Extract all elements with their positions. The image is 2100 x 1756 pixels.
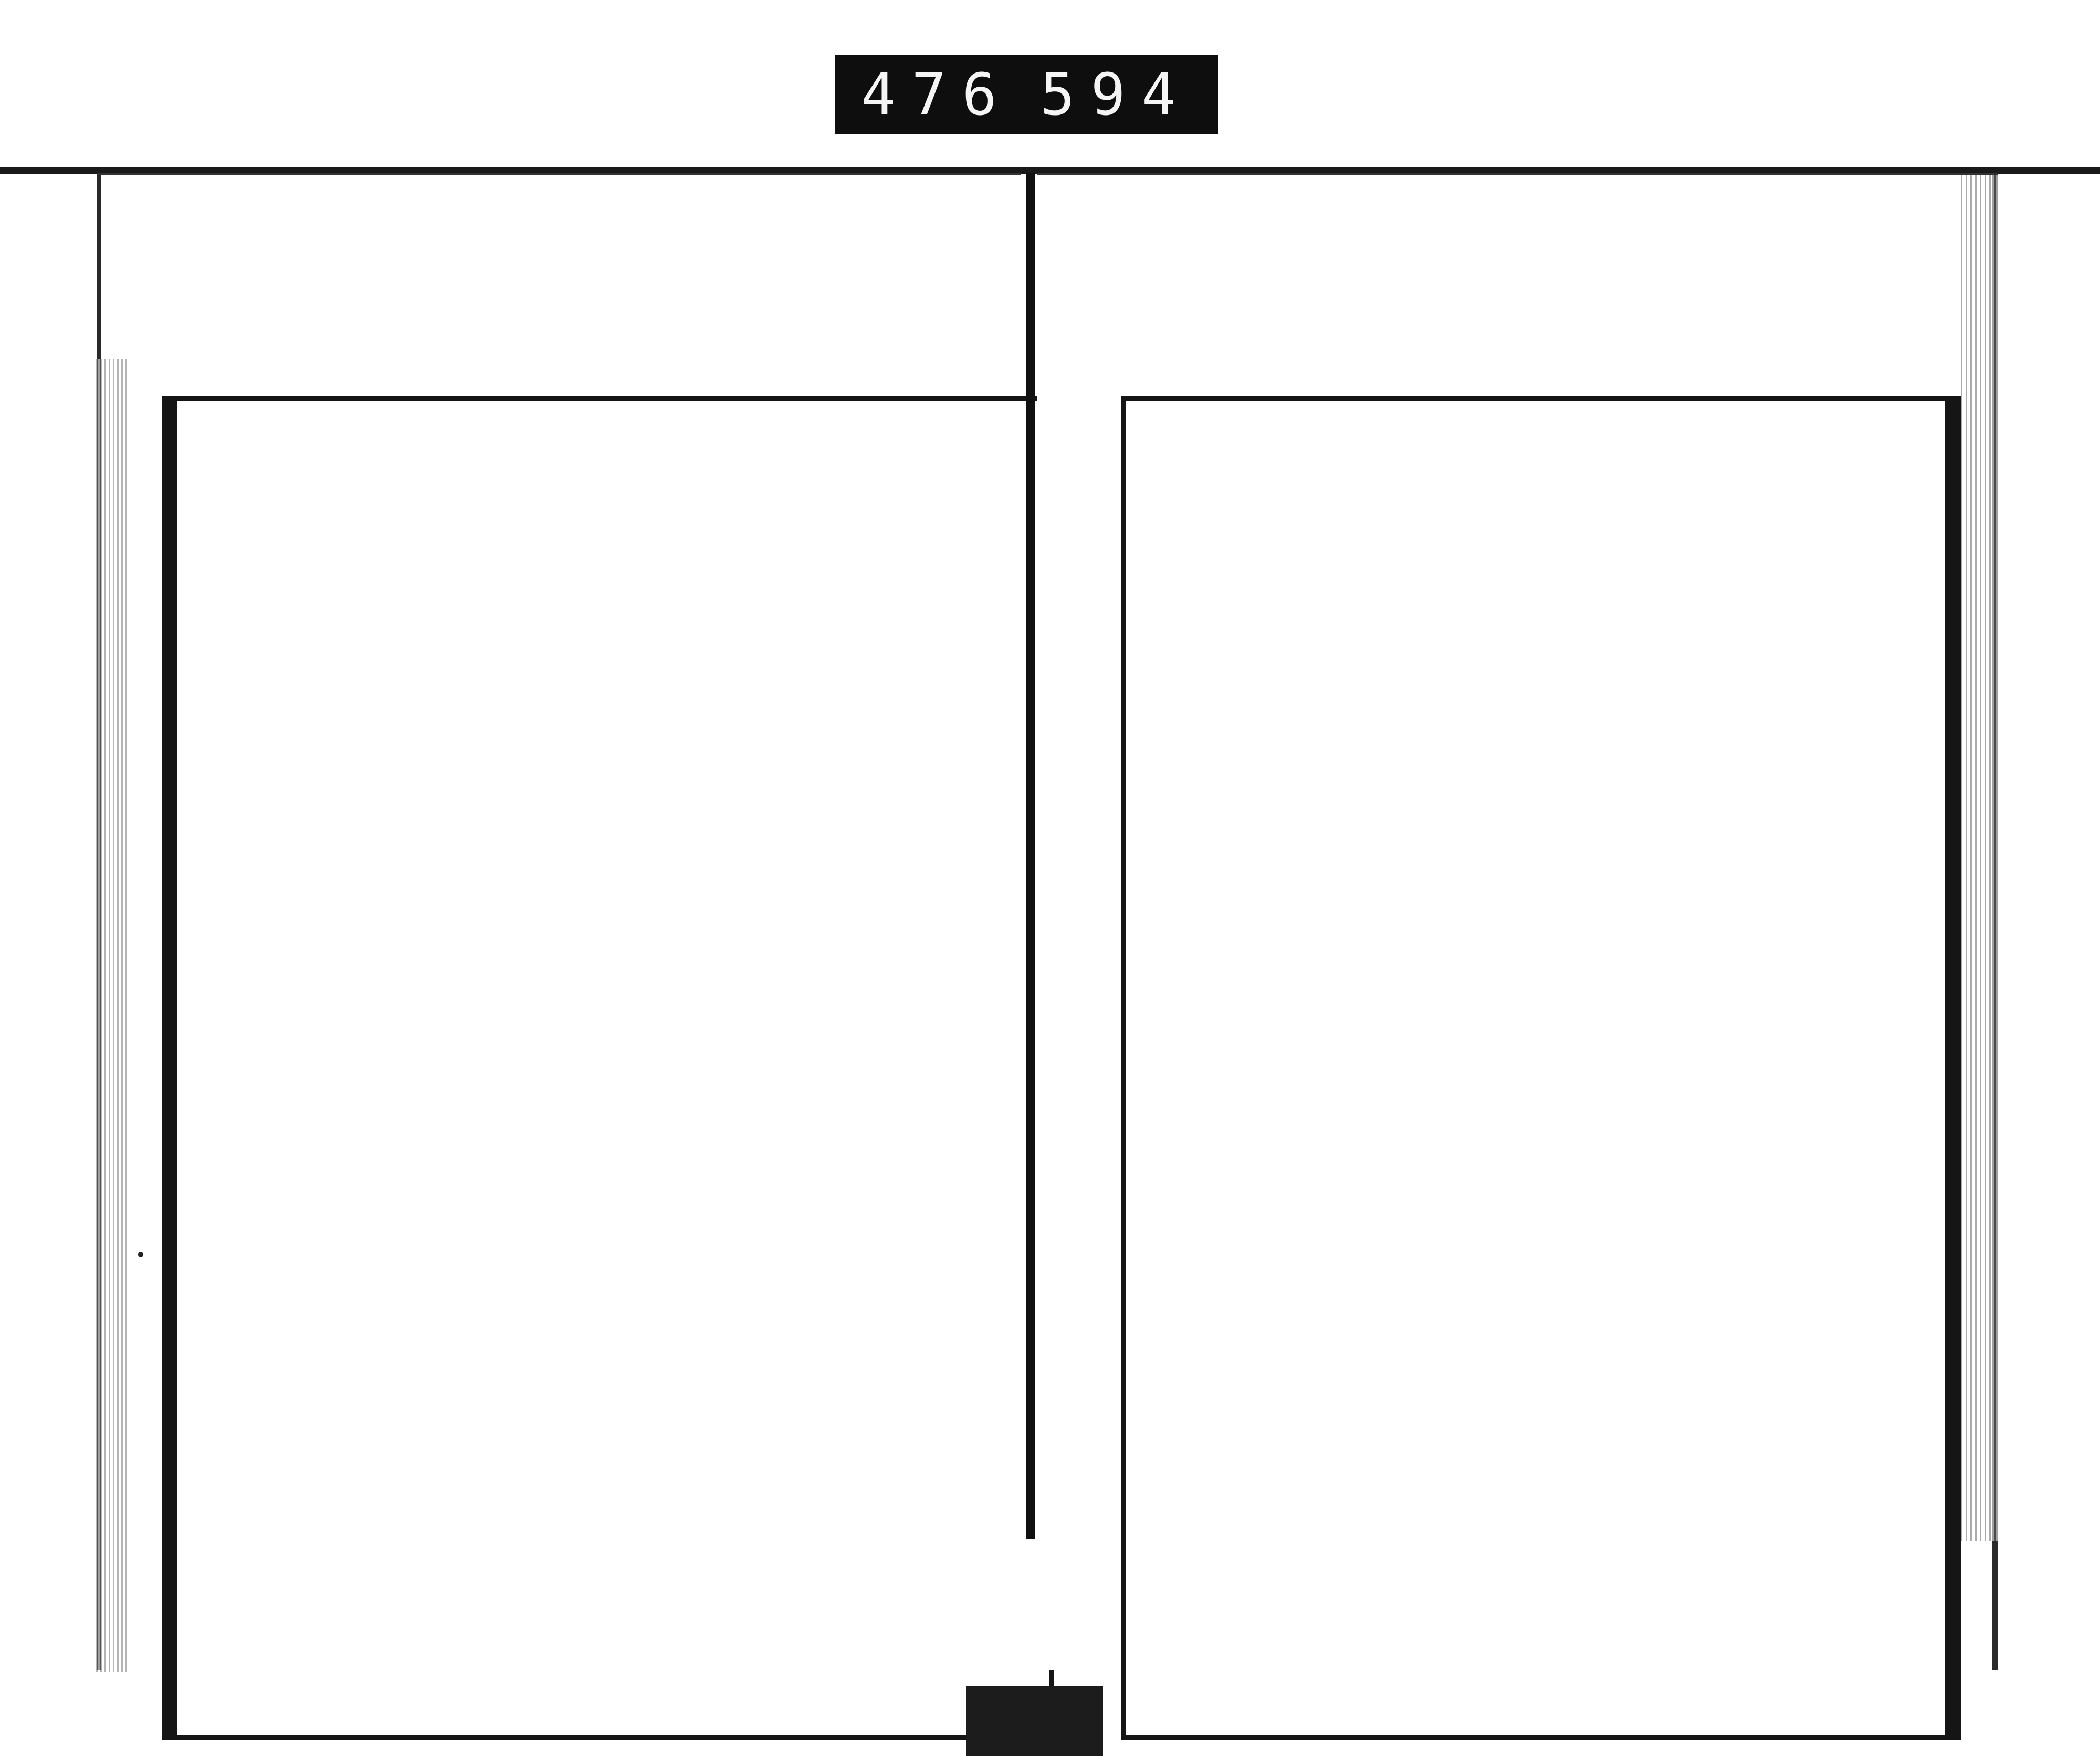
text-column — [325, 411, 375, 1726]
text-column — [193, 411, 244, 1726]
text-column — [522, 411, 573, 1726]
text-column — [1477, 411, 1527, 1726]
spine-foot-block — [966, 1686, 1102, 1756]
text-column — [1745, 411, 1796, 1726]
text-column — [785, 411, 836, 1726]
left-page — [97, 173, 1021, 1670]
text-column — [1142, 411, 1192, 1726]
text-column — [1209, 411, 1259, 1726]
text-column — [983, 411, 1033, 1726]
text-column — [588, 411, 638, 1726]
left-text-frame — [162, 396, 1054, 1740]
text-column — [851, 411, 901, 1726]
text-column — [1611, 411, 1661, 1726]
left-text-columns — [193, 411, 1033, 1726]
right-page-number: 594 — [1040, 61, 1192, 128]
left-page-margin-title — [107, 396, 159, 1740]
text-column — [654, 411, 704, 1726]
margin-dot — [138, 1252, 143, 1257]
right-text-columns — [1142, 411, 1929, 1726]
left-page-number: 476 — [861, 61, 1013, 128]
right-page — [1037, 173, 1998, 1670]
text-column — [720, 411, 770, 1726]
right-text-frame — [1121, 396, 1961, 1740]
text-column — [391, 411, 441, 1726]
text-column — [456, 411, 507, 1726]
text-column — [1812, 411, 1862, 1726]
text-column — [1343, 411, 1393, 1726]
text-column — [1879, 411, 1929, 1726]
text-column — [1276, 411, 1326, 1726]
text-column — [1544, 411, 1594, 1726]
text-column — [1410, 411, 1461, 1726]
text-column — [259, 411, 309, 1726]
text-column — [1678, 411, 1728, 1726]
page-number-label — [835, 55, 1218, 134]
text-column — [917, 411, 968, 1726]
book-spine — [1026, 173, 1035, 1539]
